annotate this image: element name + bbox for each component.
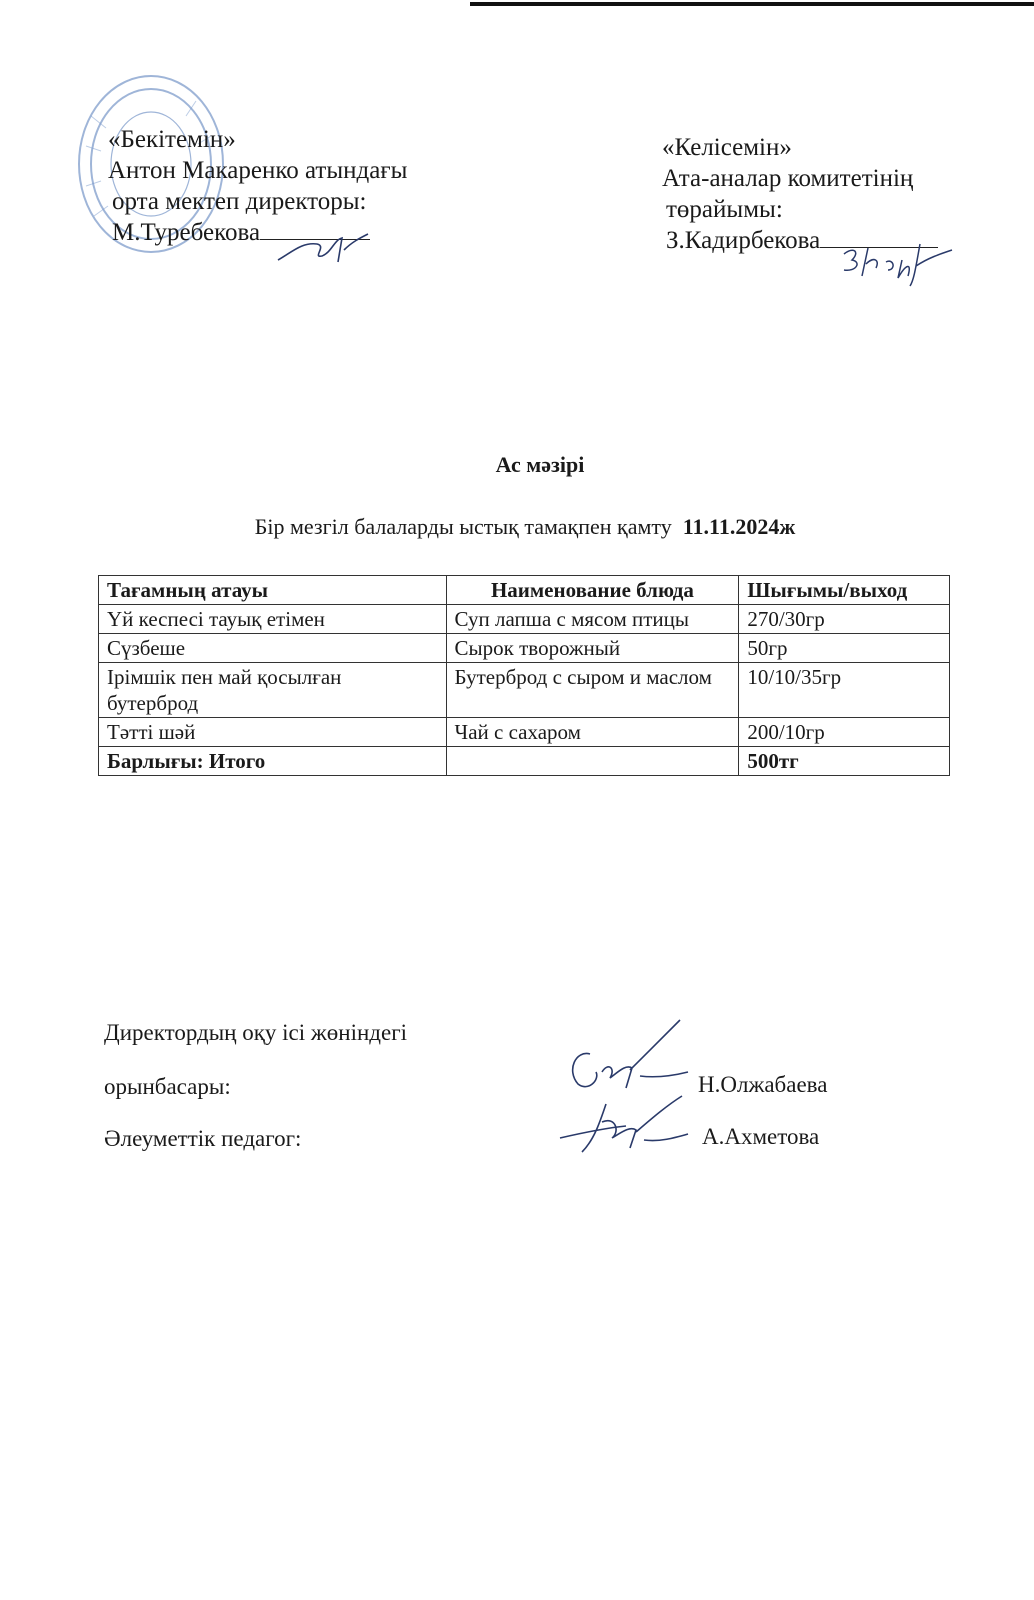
cell-output: 50гр — [739, 634, 950, 663]
table-row — [99, 605, 950, 634]
cell-output: 270/30гр — [739, 605, 950, 634]
cell-kazakh-name: Тәтті шәй — [99, 718, 447, 747]
cell-russian-name: Чай с сахаром — [446, 718, 739, 747]
total-label: Барлығы: Итого — [99, 747, 447, 776]
approval-heading: «Бекітемін» — [108, 126, 236, 153]
header-kazakh-name: Тағамның атауы — [99, 576, 447, 605]
approval-line-2: орта мектеп директоры: — [112, 188, 367, 215]
header-russian-name: Наименование блюда — [446, 576, 739, 605]
table-row — [99, 718, 950, 747]
table-total-row — [99, 747, 950, 776]
table-row — [99, 663, 950, 718]
social-pedagogue-name: А.Ахметова — [702, 1124, 820, 1149]
agreement-name: З.Кадирбекова — [666, 227, 821, 254]
total-empty — [446, 747, 739, 776]
social-pedagogue-signature — [556, 1092, 696, 1162]
total-price: 500тг — [739, 747, 950, 776]
table-row — [99, 634, 950, 663]
subtitle-date: 11.11.2024ж — [682, 514, 796, 539]
agreement-heading: «Келісемін» — [662, 134, 792, 161]
cell-russian-name: Бутерброд с сыром и маслом — [446, 663, 739, 718]
cell-output: 10/10/35гр — [739, 663, 950, 718]
cell-russian-name: Суп лапша с мясом птицы — [446, 605, 739, 634]
deputy-name: Н.Олжабаева — [698, 1072, 828, 1097]
document-subtitle — [0, 514, 1034, 540]
document-title: Ас мәзірі — [495, 452, 585, 477]
cell-kazakh-name: Ірімшік пен май қосылған бутерброд — [99, 663, 447, 718]
approval-name: М.Туребекова — [112, 219, 261, 246]
approval-line-1: Антон Макаренко атындағы — [108, 157, 408, 184]
deputy-title-line-2: орынбасары: — [104, 1074, 231, 1099]
director-signature — [272, 222, 382, 272]
cell-kazakh-name: Сүзбеше — [99, 634, 447, 663]
agreement-line-2: төрайымы: — [666, 196, 783, 223]
table-header-row — [99, 576, 950, 605]
agreement-line-1: Ата-аналар комитетінің — [662, 165, 914, 192]
cell-kazakh-name: Үй кеспесі тауық етімен — [99, 605, 447, 634]
subtitle-text: Бір мезгіл балаларды ыстық тамақпен қамту — [254, 514, 672, 539]
scan-edge-line — [470, 2, 1034, 6]
menu-table — [98, 575, 950, 776]
social-pedagogue-title: Әлеуметтік педагог: — [104, 1126, 302, 1151]
deputy-signature — [556, 1014, 696, 1104]
header-output: Шығымы/выход — [739, 576, 950, 605]
deputy-title-line-1: Директордың оқу ісі жөніндегі — [104, 1020, 408, 1045]
cell-output: 200/10гр — [739, 718, 950, 747]
committee-signature — [836, 236, 956, 288]
cell-russian-name: Сырок творожный — [446, 634, 739, 663]
